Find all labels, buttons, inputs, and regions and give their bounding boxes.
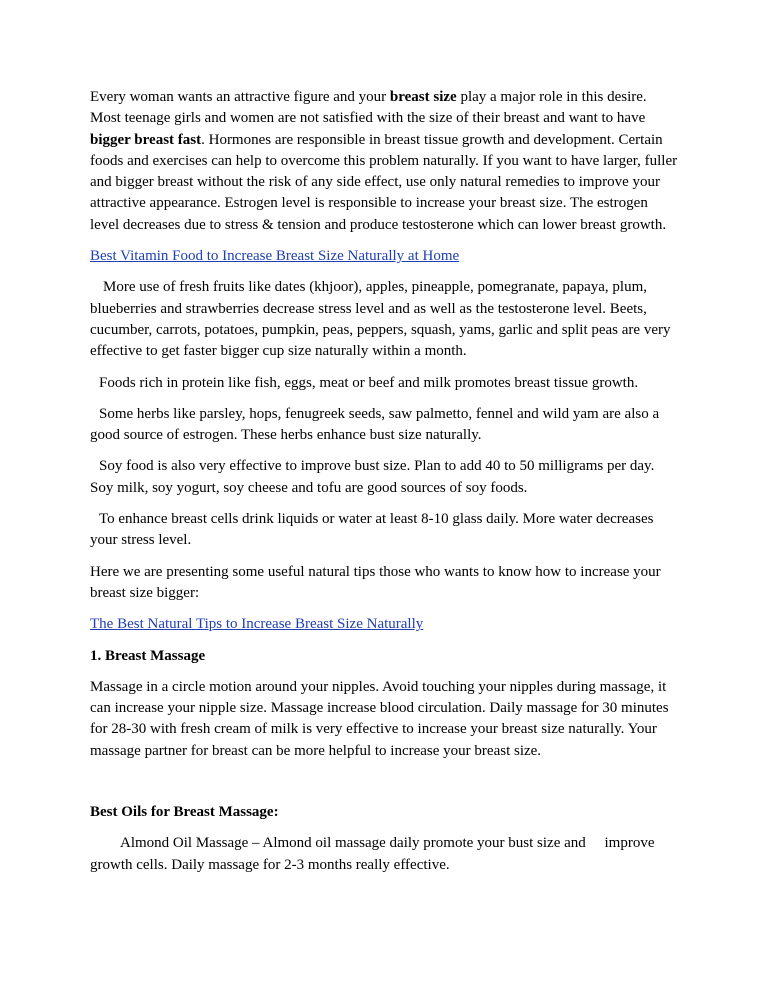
intro-text-3: . Hormones are responsible in breast tissue growth and development. Certain foods and exercises can help to overcome this problem naturally. If you want to have larger, fuller and bigger breast without the risk of any side effect, use only natural remedies to improve your attractive appearance. Estrogen level is responsible to increase your breast size. The estrogen level decreases due to stress & tension and produce testosterone which can lower breast growth. [90,131,678,233]
intro-bold-breast-size: breast size [389,89,457,105]
fruits-paragraph: More use of fresh fruits like dates (khjoor), apples, pineapple, pomegranate, papaya, plum, blueberries and strawberries decrease stress level and as well as the testosterone level. Beets, cucumber, carrots, potatoes, pumpkin, peas, peppers, squash, yams, garlic and split peas are very effective to get faster bigger cup size naturally within a month. [90,279,671,360]
soy-paragraph: Soy food is also very effective to improve bust size. Plan to add 40 to 50 milligrams per day. Soy milk, soy yogurt, soy cheese and tofu are good sources of soy foods. [90,458,655,496]
vitamin-food-link[interactable]: Best Vitamin Food to Increase Breast Size Naturally at Home [90,248,460,265]
intro-text-1: Every woman wants an attractive figure and your [90,89,390,105]
massage-paragraph: Massage in a circle motion around your nipples. Avoid touching your nipples during massage, it can increase your nipple size. Massage increase blood circulation. Daily massage for 30 minutes for 28-30 with fresh cream of milk is very effective to increase your breast size naturally. Your massage partner for breast can be more helpful to increase your breast size. [90,678,669,759]
almond-oil-paragraph: Almond Oil Massage – Almond oil massage daily promote your bust size and improve growth cells. Daily massage for 2-3 months really effective. [90,835,659,873]
intro-text-2: play a major role in this desire. Most teenage girls and women are not satisfied with the size of their breast and want to have [90,89,647,127]
natural-tips-link[interactable]: The Best Natural Tips to Increase Breast Size Naturally [90,616,424,633]
water-paragraph: To enhance breast cells drink liquids or water at least 8-10 glass daily. More water decreases your stress level. [90,511,654,549]
massage-heading: 1. Breast Massage [90,647,206,664]
tips-paragraph: Here we are presenting some useful natural tips those who wants to know how to increase your breast size bigger: [90,563,661,601]
herbs-paragraph: Some herbs like parsley, hops, fenugreek seeds, saw palmetto, fennel and wild yam are also a good source of estrogen. These herbs enhance bust size naturally. [90,405,660,444]
oils-heading: Best Oils for Breast Massage: [90,804,279,821]
intro-paragraph [90,87,680,236]
document-page [90,87,680,876]
intro-bold-bigger-breast-fast: bigger breast fast [90,131,202,148]
protein-paragraph: Foods rich in protein like fish, eggs, meat or beef and milk promotes breast tissue growth. [99,374,639,391]
